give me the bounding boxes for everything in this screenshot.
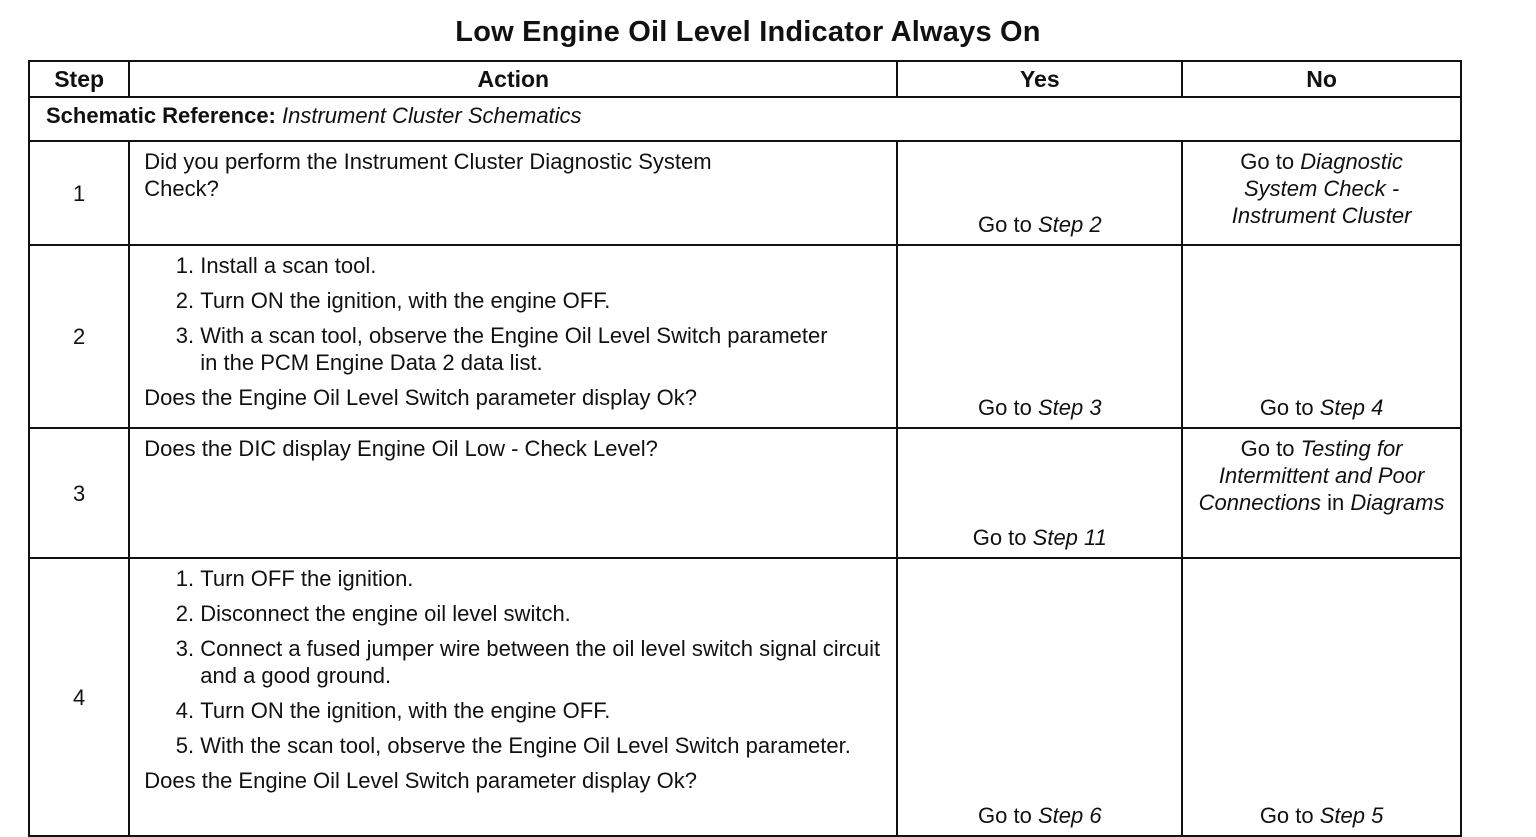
schematic-reference-label: Schematic Reference:: [46, 103, 276, 128]
no-prefix: Go to: [1259, 395, 1314, 420]
action-step: 1. Turn OFF the ignition.: [200, 565, 880, 592]
yes-cell: [897, 245, 1182, 428]
schematic-reference-row: [29, 97, 1461, 141]
table-row: [29, 245, 1461, 428]
yes-target: Step 2: [1037, 212, 1102, 237]
header-no: No: [1182, 61, 1461, 97]
action-cell: [129, 428, 897, 558]
table-row: [29, 141, 1461, 245]
yes-cell: [897, 558, 1182, 836]
action-cell: [129, 245, 897, 428]
no-target: Diagnostic System Check - Instrument Cluster: [1231, 149, 1412, 228]
no-target-2: Connections: [1198, 490, 1321, 515]
action-text: Does the DIC display Engine Oil Low - Check Level?: [144, 436, 658, 461]
yes-target: Step 6: [1037, 803, 1102, 828]
diagnostic-table: [28, 60, 1462, 837]
step-number: 4: [29, 558, 129, 836]
yes-target: Step 11: [1032, 525, 1107, 550]
step-number: 2: [29, 245, 129, 428]
header-yes: Yes: [897, 61, 1182, 97]
no-prefix: Go to: [1259, 803, 1314, 828]
action-question: Does the Engine Oil Level Switch parameter display Ok?: [144, 385, 697, 410]
action-step: 3. Connect a fused jumper wire between the oil level switch signal circuit and a good ground.: [200, 635, 880, 689]
schematic-reference-value: Instrument Cluster Schematics: [282, 103, 582, 128]
action-step: 2. Disconnect the engine oil level switch.: [200, 600, 880, 627]
table-row: [29, 558, 1461, 836]
no-target-3: Diagrams: [1350, 490, 1445, 515]
yes-prefix: Go to: [978, 395, 1032, 420]
yes-target: Step 3: [1037, 395, 1102, 420]
action-cell: [129, 141, 897, 245]
table-row: [29, 428, 1461, 558]
action-steps: [144, 565, 880, 759]
action-text: Did you perform the Instrument Cluster Diagnostic System Check?: [144, 149, 712, 201]
no-target: Step 4: [1319, 395, 1384, 420]
no-target: Step 5: [1319, 803, 1384, 828]
yes-prefix: Go to: [978, 212, 1032, 237]
header-step: Step: [29, 61, 129, 97]
action-question: Does the Engine Oil Level Switch parameter display Ok?: [144, 768, 697, 793]
action-step: 5. With the scan tool, observe the Engine Oil Level Switch parameter.: [200, 732, 880, 759]
yes-cell: [897, 141, 1182, 245]
yes-cell: [897, 428, 1182, 558]
action-step: 1. Install a scan tool.: [200, 252, 840, 279]
action-step: 2. Turn ON the ignition, with the engine OFF.: [200, 287, 840, 314]
no-cell: [1182, 141, 1461, 245]
no-cell: [1182, 245, 1461, 428]
yes-prefix: Go to: [972, 525, 1027, 550]
no-cell: [1182, 558, 1461, 836]
header-action: Action: [129, 61, 897, 97]
action-step: 3. With a scan tool, observe the Engine Oil Level Switch parameter in the PCM Engine Data 2 data list.: [200, 322, 840, 376]
schematic-reference: [29, 97, 1461, 141]
action-step: 4. Turn ON the ignition, with the engine OFF.: [200, 697, 880, 724]
no-mid: in: [1327, 490, 1345, 515]
header-row: [29, 61, 1461, 97]
no-prefix: Go to: [1240, 436, 1295, 461]
action-cell: [129, 558, 897, 836]
no-prefix: Go to: [1240, 149, 1295, 174]
step-number: 1: [29, 141, 129, 245]
action-steps: [144, 252, 840, 376]
no-cell: [1182, 428, 1461, 558]
no-target: Testing for Intermittent and Poor: [1218, 436, 1425, 488]
page-title: Low Engine Oil Level Indicator Always On: [455, 16, 1041, 48]
step-number: 3: [29, 428, 129, 558]
yes-prefix: Go to: [978, 803, 1032, 828]
